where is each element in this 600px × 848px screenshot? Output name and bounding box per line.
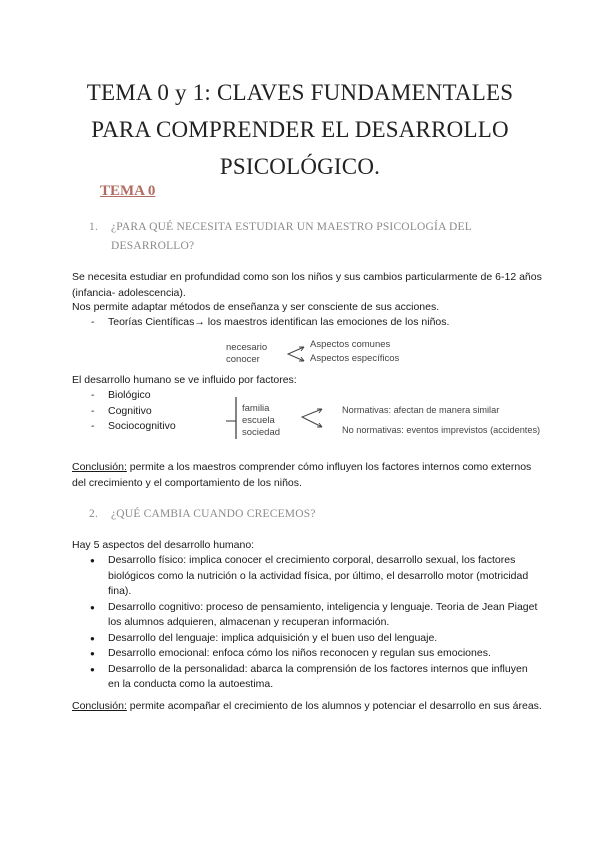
list-item <box>90 646 538 662</box>
diagram-2-left <box>242 403 280 439</box>
title-line-2: PARA COMPRENDER EL DESARROLLO <box>91 117 509 142</box>
dash-marker: - <box>91 420 95 432</box>
diagram-1-right-line-2: Aspectos específicos <box>310 353 400 364</box>
bracket-icon <box>220 395 240 445</box>
list-item <box>90 662 538 693</box>
branch-arrow-icon <box>284 344 308 364</box>
diagram-1-right <box>310 338 399 366</box>
section-heading: TEMA 0 <box>100 183 156 199</box>
diagram-1-left <box>226 342 267 366</box>
bullet-marker: ● <box>90 649 95 658</box>
teorias-item-text: Teorías Científicas→ los maestros identifican las emociones de los niños. <box>108 316 450 328</box>
list-item <box>90 553 538 600</box>
bullet-marker: ● <box>90 664 95 674</box>
conclusion-1 <box>72 460 542 491</box>
list-item <box>91 419 176 435</box>
factor-biologico: Biológico <box>108 389 151 401</box>
conclusion-1-label: Conclusión: <box>72 461 127 473</box>
factors-list <box>91 388 176 435</box>
question-2 <box>89 505 491 524</box>
aspect-emocional: Desarrollo emocional: enfoca cómo los niños reconocen y regulan sus emociones. <box>108 647 491 659</box>
intro-paragraph-2: Nos permite adaptar métodos de enseñanza y ser consciente de sus acciones. <box>72 301 440 313</box>
branch-arrow-icon <box>298 405 326 431</box>
aspect-personalidad: Desarrollo de la personalidad: abarca la comprensión de los factores internos que influyen en la conducta como la autoestima. <box>108 662 528 690</box>
intro-paragraph-1: Se necesita estudiar en profundidad como son los niños y sus cambios particularmente de 6-12 años (infancia- adolescencia). <box>72 271 542 299</box>
conclusion-2-label: Conclusión: <box>72 700 127 712</box>
diagram-2-left-line-2: escuela <box>242 415 275 426</box>
diagram-2-left-line-1: familia <box>242 403 270 414</box>
aspects-intro: Hay 5 aspectos del desarrollo humano: <box>72 539 255 551</box>
list-item <box>90 600 538 631</box>
question-2-text: ¿QUÉ CAMBIA CUANDO CRECEMOS? <box>111 508 316 520</box>
aspect-cognitivo: Desarrollo cognitivo: proceso de pensamiento, inteligencia y lenguaje. Teoria de Jean Piaget los alumnos adquieren, almacenan y recuperan información. <box>108 600 538 628</box>
dash-marker: - <box>91 316 95 328</box>
factor-sociocognitivo: Sociocognitivo <box>108 420 176 432</box>
aspects-list <box>90 553 538 693</box>
diagram-1-right-line-1: Aspectos comunes <box>310 339 391 350</box>
bullet-marker: ● <box>90 633 95 643</box>
bullet-marker: ● <box>90 602 95 612</box>
question-1-text: ¿PARA QUÉ NECESITA ESTUDIAR UN MAESTRO PSICOLOGÍA DEL DESARROLLO? <box>111 221 472 252</box>
aspect-lenguaje: Desarrollo del lenguaje: implica adquisición y el buen uso del lenguaje. <box>108 631 438 644</box>
list-item <box>91 404 176 420</box>
document-title <box>40 74 560 185</box>
diagram-2-right-bottom: No normativas: eventos imprevistos (accidentes) <box>342 425 541 435</box>
list-item <box>91 315 548 331</box>
dash-marker: - <box>91 389 95 401</box>
diagram-1-left-line-1: necesario <box>226 342 268 353</box>
conclusion-2-text: permite acompañar el crecimiento de los alumnos y potenciar el desarrollo en sus áreas. <box>126 700 542 712</box>
diagram-2-right-top: Normativas: afectan de manera similar <box>342 405 500 415</box>
teorias-list <box>91 315 548 331</box>
question-1-number: 1. <box>89 221 99 233</box>
factors-intro: El desarrollo humano se ve influido por factores: <box>72 374 297 386</box>
diagram-1-left-line-2: conocer <box>226 354 260 365</box>
question-2-number: 2. <box>89 508 99 520</box>
list-item <box>91 388 176 404</box>
question-1 <box>89 218 491 256</box>
factor-cognitivo: Cognitivo <box>108 404 152 417</box>
list-item <box>90 631 538 647</box>
aspect-fisico: Desarrollo físico: implica conocer el crecimiento corporal, desarrollo sexual, los factores biológicos como la nutrición o la actividad física, por último, el desarrollo motor (motricidad fina). <box>108 554 529 597</box>
diagram-2-left-line-3: sociedad <box>242 427 281 438</box>
dash-marker: - <box>91 404 95 417</box>
bullet-marker: ● <box>90 556 95 565</box>
title-line-3: PSICOLÓGICO. <box>219 154 381 179</box>
title-line-1: TEMA 0 y 1: CLAVES FUNDAMENTALES <box>86 80 514 105</box>
conclusion-2 <box>72 699 542 715</box>
conclusion-1-text: permite a los maestros comprender cómo influyen los factores internos como externos del crecimiento y el comportamiento de los niños. <box>72 461 532 489</box>
